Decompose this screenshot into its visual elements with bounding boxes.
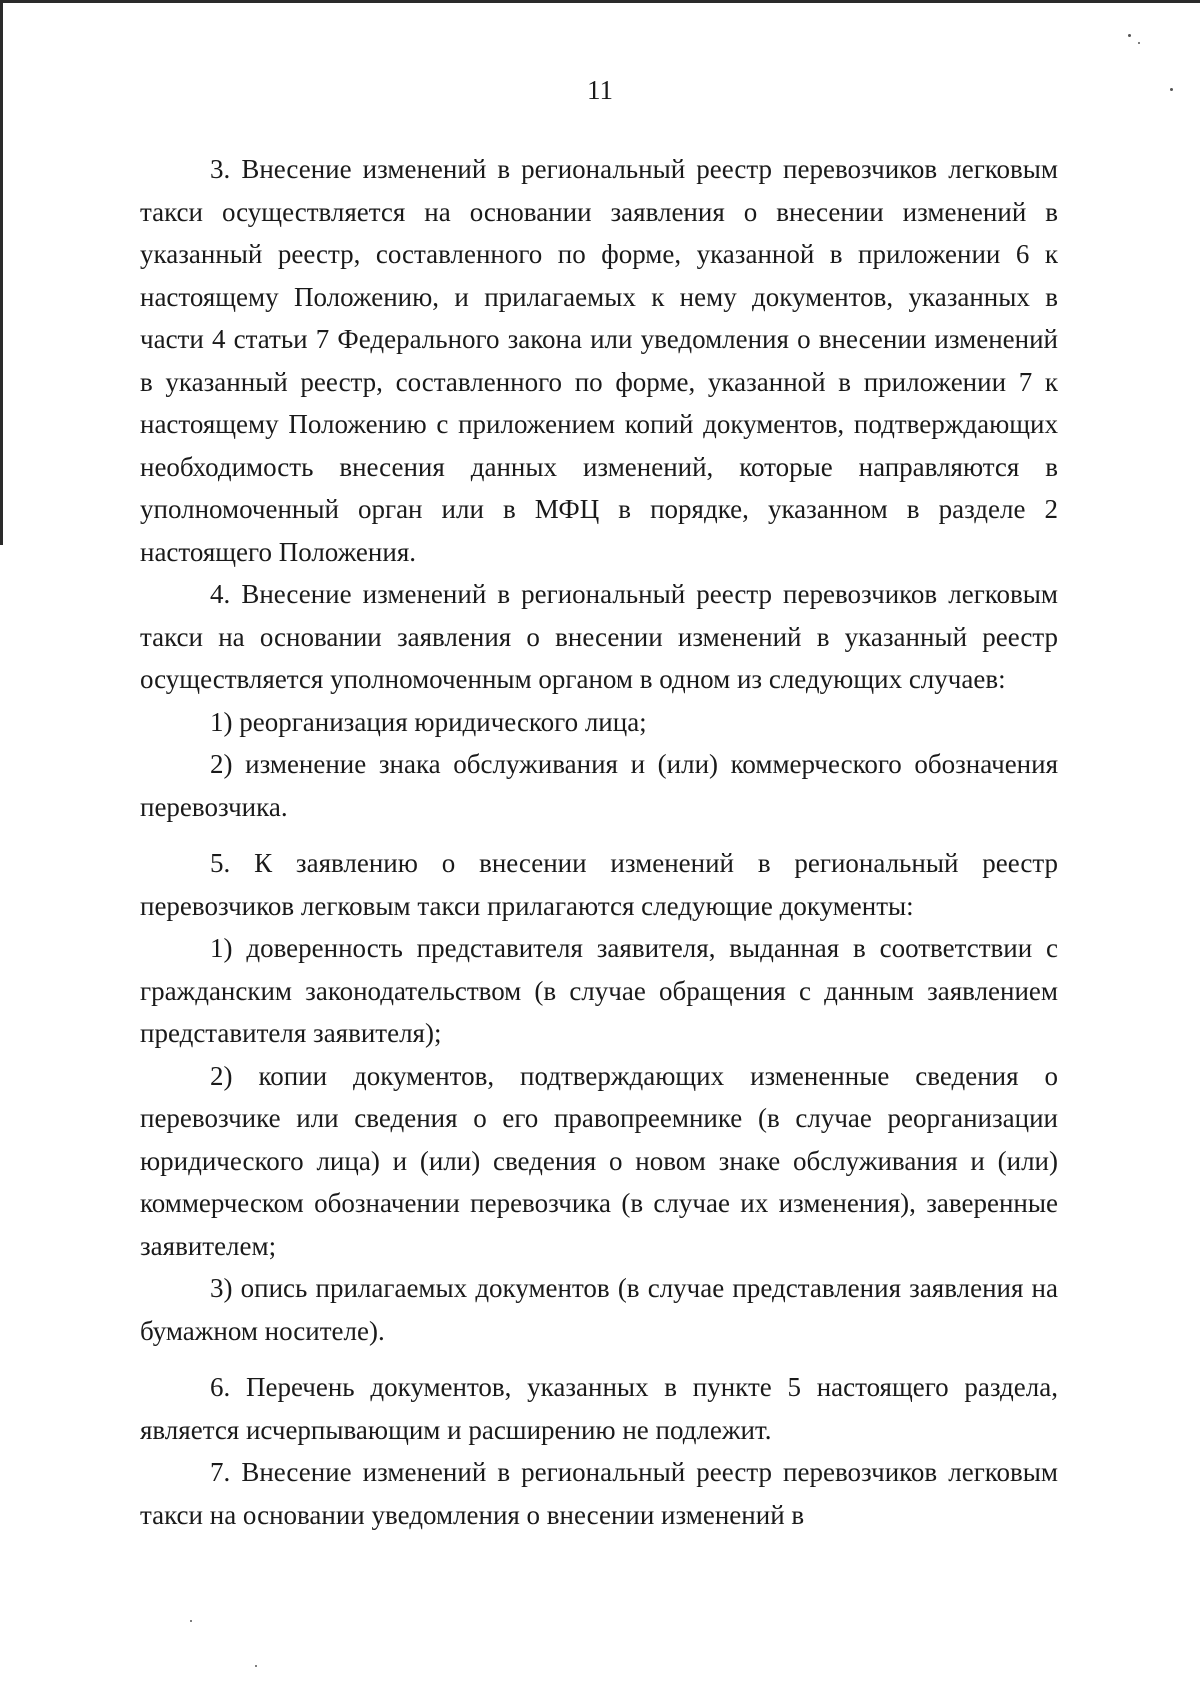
paragraph-5-item-2: 2) копии документов, подтверждающих измененные сведения о перевозчике или сведения о его правопреемнике (в случае реорганизации юридического лица) и (или) сведения о новом знаке обслуживания и (или) коммерческом обозначении перевозчика (в случае их изменения), заверенные заявителем; [140, 1060, 1058, 1261]
document-body [140, 148, 1058, 1536]
paragraph-5: 5. К заявлению о внесении изменений в региональный реестр перевозчиков легковым такси прилагаются следующие документы: [140, 848, 1058, 921]
paragraph-4-item-1: 1) реорганизация юридического лица; [210, 706, 647, 737]
paragraph-5-item-3: 3) опись прилагаемых документов (в случае представления заявления на бумажном носителе). [140, 1273, 1058, 1346]
scan-speck [1128, 34, 1131, 37]
paragraph-3: 3. Внесение изменений в региональный реестр перевозчиков легковым такси осуществляется на основании заявления о внесении изменений в указанный реестр, составленного по форме, указанной в приложении 6 к настоящему Положению, и прилагаемых к нему документов, указанных в части 4 статьи 7 Федерального закона или уведомления о внесении изменений в указанный реестр, составленного по форме, указанной в приложении 7 к настоящему Положению с приложением копий документов, подтверждающих необходимость внесения данных изменений, которые направляются в уполномоченный орган или в МФЦ в порядке, указанном в разделе 2 настоящего Положения. [140, 154, 1058, 567]
scan-speck [190, 1620, 192, 1622]
scan-speck [255, 1665, 257, 1667]
paragraph-4-item-2: 2) изменение знака обслуживания и (или) коммерческого обозначения перевозчика. [140, 749, 1058, 822]
page-number: 11 [587, 75, 613, 105]
scan-edge-top [0, 0, 1200, 3]
paragraph-4: 4. Внесение изменений в региональный реестр перевозчиков легковым такси на основании заявления о внесении изменений в указанный реестр осуществляется уполномоченным органом в одном из следующих случаев: [140, 579, 1058, 694]
paragraph-5-item-1: 1) доверенность представителя заявителя, выданная в соответствии с гражданским законодательством (в случае обращения с данным заявлением представителя заявителя); [140, 933, 1058, 1048]
paragraph-6: 6. Перечень документов, указанных в пункте 5 настоящего раздела, является исчерпывающим и расширению не подлежит. [140, 1372, 1058, 1445]
paragraph-7: 7. Внесение изменений в региональный реестр перевозчиков легковым такси на основании уведомления о внесении изменений в [140, 1457, 1058, 1530]
scan-speck [1138, 42, 1140, 44]
